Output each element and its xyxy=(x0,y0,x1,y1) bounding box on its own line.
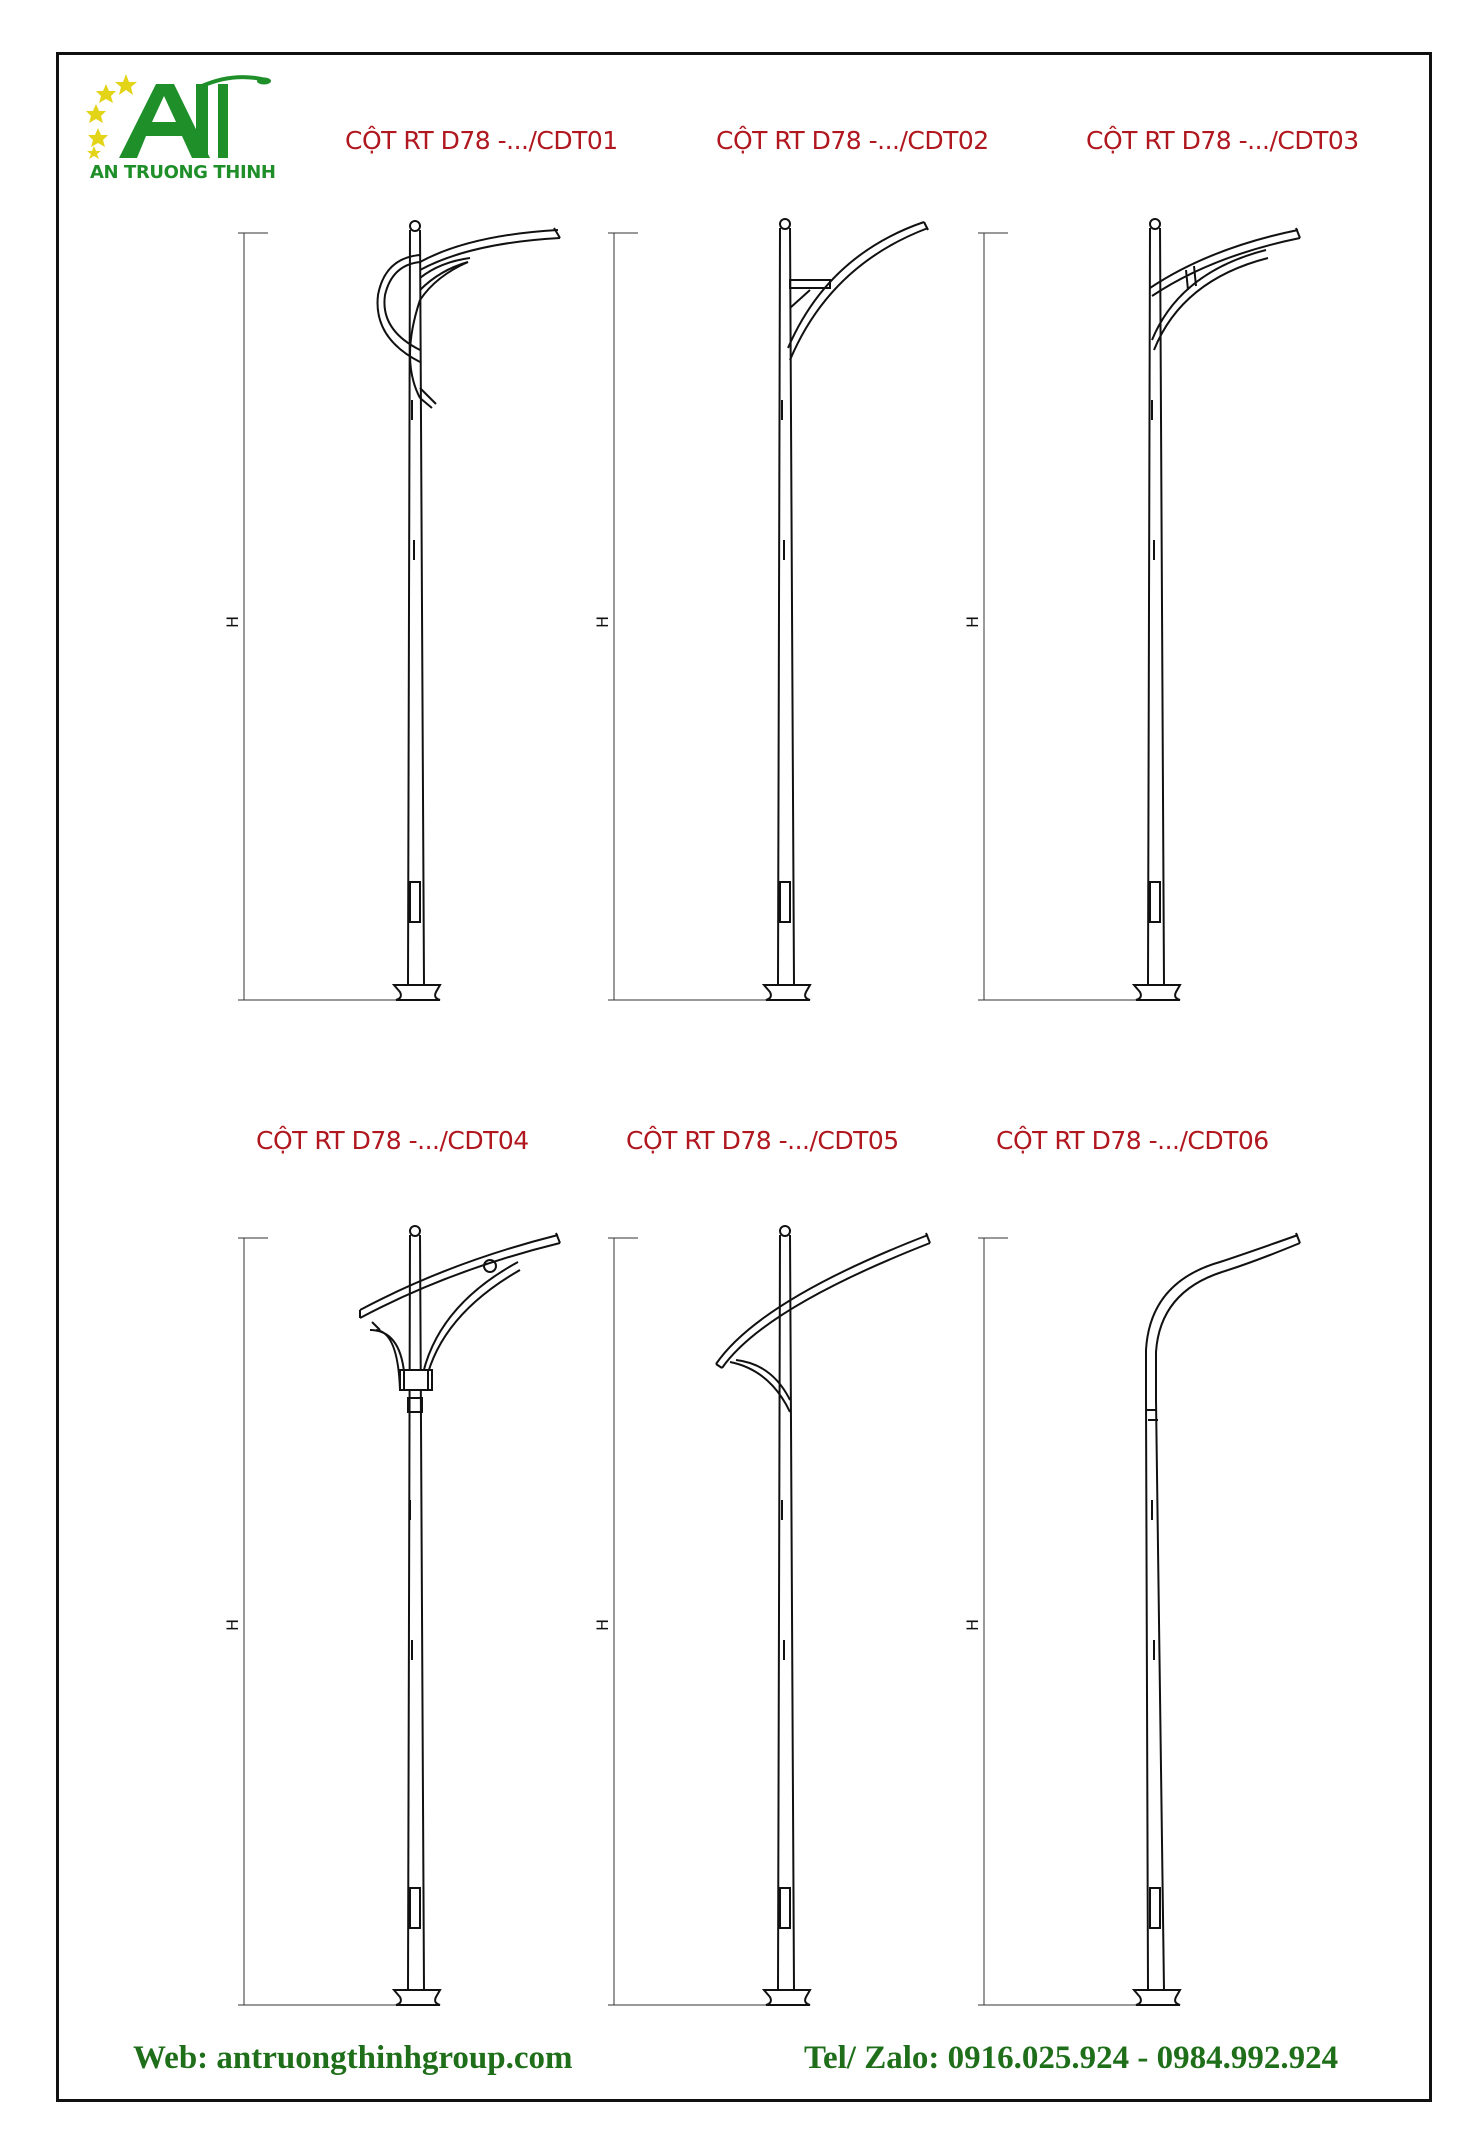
dimension-h-label: H xyxy=(963,1618,982,1632)
pole-cdt04 xyxy=(360,1226,560,2005)
model-title-cdt06: CỘT RT D78 -.../CDT06 xyxy=(996,1126,1269,1155)
pole-cdt01 xyxy=(378,221,560,1000)
pole-cdt02 xyxy=(764,219,928,1000)
pole-cdt06 xyxy=(1134,1233,1300,2005)
brand-name: AN TRUONG THINH xyxy=(90,162,276,183)
model-title-cdt03: CỘT RT D78 -.../CDT03 xyxy=(1086,126,1359,155)
dimension-h-label: H xyxy=(593,1618,612,1632)
dimension-h-label: H xyxy=(223,1618,242,1632)
pole-cdt03 xyxy=(1134,219,1300,1000)
footer-contact: Tel/ Zalo: 0916.025.924 - 0984.992.924 xyxy=(804,2040,1339,2076)
model-title-cdt04: CỘT RT D78 -.../CDT04 xyxy=(256,1126,529,1155)
footer-website: Web: antruongthinhgroup.com xyxy=(133,2040,573,2076)
model-title-cdt01: CỘT RT D78 -.../CDT01 xyxy=(345,126,618,155)
pole-cdt05 xyxy=(716,1226,930,2005)
dimension-line xyxy=(238,1238,1140,2005)
dimension-h-label: H xyxy=(963,615,982,629)
model-title-cdt05: CỘT RT D78 -.../CDT05 xyxy=(626,1126,899,1155)
dimension-h-label: H xyxy=(223,615,242,629)
dimension-h-label: H xyxy=(593,615,612,629)
model-title-cdt02: CỘT RT D78 -.../CDT02 xyxy=(716,126,989,155)
dimension-line xyxy=(238,233,1140,1000)
